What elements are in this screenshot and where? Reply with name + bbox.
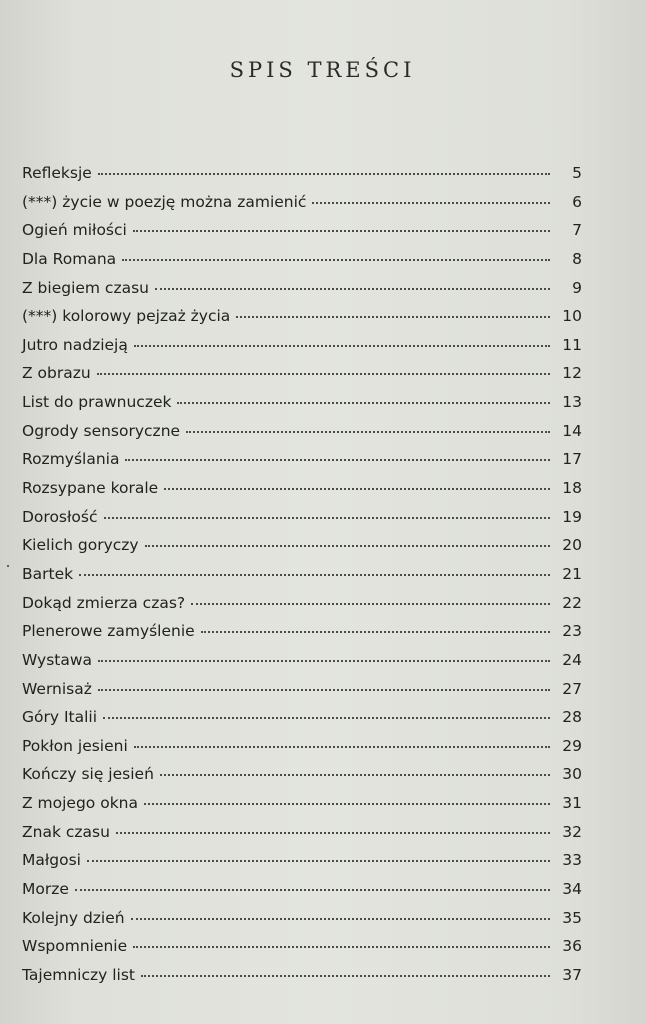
toc-entry-title: List do prawnuczek: [22, 393, 172, 412]
toc-entry-page-number: 19: [562, 507, 582, 526]
toc-entry-title: Ogień miłości: [22, 221, 127, 240]
toc-entry-title: Znak czasu: [22, 822, 110, 841]
toc-entry: [22, 422, 582, 451]
toc-entry: [22, 737, 582, 766]
toc-entry-page-number: 29: [562, 736, 582, 755]
toc-entry-page-number: 18: [562, 479, 582, 498]
toc-entry-page-number: 9: [572, 278, 582, 297]
toc-entry-title: Ogrody sensoryczne: [22, 421, 181, 440]
page-title: SPIS TREŚCI: [229, 58, 416, 82]
dot-leader: [79, 574, 550, 576]
toc-entry-title: (***) kolorowy pejzaż życia: [22, 307, 231, 326]
toc-entry: [22, 823, 582, 852]
toc-entry-page-number: 20: [562, 536, 582, 555]
toc-entry-title: Dorosłość: [22, 507, 98, 526]
dot-leader: [186, 431, 550, 433]
dot-leader: [125, 459, 550, 461]
toc-entry: [22, 536, 582, 565]
toc-entry-page-number: 32: [562, 822, 582, 841]
toc-entry-page-number: 23: [562, 622, 582, 641]
toc-entry-title: Z biegiem czasu: [22, 278, 149, 297]
toc-entry: [22, 594, 582, 623]
dot-leader: [131, 918, 550, 920]
dot-leader: [160, 774, 550, 776]
toc-entry: [22, 565, 582, 594]
dot-leader: [122, 259, 550, 261]
dot-leader: [191, 603, 550, 605]
toc-entry-title: Góry Italii: [22, 708, 98, 727]
dot-leader: [97, 373, 550, 375]
toc-entry-page-number: 37: [562, 965, 582, 984]
toc-entry-page-number: 11: [562, 335, 582, 354]
toc-entry: [22, 794, 582, 823]
toc-entry-page-number: 17: [562, 450, 582, 469]
toc-entry-page-number: 21: [562, 564, 582, 583]
toc-entry-title: Kolejny dzień: [22, 908, 125, 927]
paper-speck: [7, 565, 9, 567]
toc-entry: [22, 880, 582, 909]
toc-entry-page-number: 7: [572, 221, 582, 240]
dot-leader: [134, 746, 550, 748]
toc-entry: [22, 221, 582, 250]
toc-entry: [22, 622, 582, 651]
toc-entry-title: Bartek: [22, 564, 74, 583]
toc-entry-page-number: 8: [572, 249, 582, 268]
dot-leader: [201, 631, 550, 633]
toc-entry: [22, 364, 582, 393]
toc-entry-page-number: 27: [562, 679, 582, 698]
toc-entry: [22, 479, 582, 508]
toc-entry-page-number: 10: [562, 307, 582, 326]
toc-entry-title: Wspomnienie: [22, 937, 128, 956]
toc-entry: [22, 164, 582, 193]
toc-entry: [22, 508, 582, 537]
toc-entry: [22, 966, 582, 995]
dot-leader: [236, 316, 550, 318]
table-of-contents: [22, 164, 582, 995]
dot-leader: [141, 975, 550, 977]
toc-entry-title: Pokłon jesieni: [22, 736, 128, 755]
dot-leader: [75, 889, 550, 891]
toc-entry: [22, 279, 582, 308]
toc-entry-title: Jutro nadzieją: [22, 335, 128, 354]
dot-leader: [164, 488, 550, 490]
dot-leader: [312, 202, 550, 204]
toc-entry-page-number: 36: [562, 937, 582, 956]
toc-entry-title: Dla Romana: [22, 249, 117, 268]
dot-leader: [145, 545, 550, 547]
toc-entry-title: Kielich goryczy: [22, 536, 139, 555]
toc-entry-title: Dokąd zmierza czas?: [22, 593, 186, 612]
toc-entry-title: Z obrazu: [22, 364, 91, 383]
toc-entry-title: Plenerowe zamyślenie: [22, 622, 195, 641]
toc-entry: [22, 250, 582, 279]
toc-entry-page-number: 13: [562, 393, 582, 412]
toc-entry-page-number: 6: [572, 192, 582, 211]
dot-leader: [133, 230, 550, 232]
toc-entry: [22, 336, 582, 365]
toc-entry-page-number: 34: [562, 880, 582, 899]
toc-entry: [22, 193, 582, 222]
toc-entry-page-number: 33: [562, 851, 582, 870]
dot-leader: [155, 288, 550, 290]
toc-entry: [22, 765, 582, 794]
dot-leader: [134, 345, 550, 347]
dot-leader: [177, 402, 550, 404]
dot-leader: [133, 946, 550, 948]
toc-entry-title: Wernisaż: [22, 679, 92, 698]
dot-leader: [98, 660, 550, 662]
toc-entry-page-number: 12: [562, 364, 582, 383]
toc-entry-title: Rozsypane korale: [22, 479, 159, 498]
toc-entry-title: Wystawa: [22, 650, 93, 669]
toc-entry-page-number: 24: [562, 650, 582, 669]
toc-entry-title: Kończy się jesień: [22, 765, 154, 784]
toc-entry: [22, 393, 582, 422]
toc-entry-title: Małgosi: [22, 851, 81, 870]
dot-leader: [104, 517, 551, 519]
dot-leader: [144, 803, 550, 805]
toc-entry: [22, 909, 582, 938]
toc-entry-page-number: 35: [562, 908, 582, 927]
dot-leader: [98, 689, 550, 691]
toc-entry: [22, 937, 582, 966]
toc-entry-title: Rozmyślania: [22, 450, 120, 469]
dot-leader: [87, 860, 550, 862]
toc-entry-page-number: 31: [562, 794, 582, 813]
toc-entry-title: Refleksje: [22, 164, 92, 182]
toc-entry-page-number: 22: [562, 593, 582, 612]
dot-leader: [103, 717, 550, 719]
dot-leader: [98, 173, 550, 175]
dot-leader: [116, 832, 550, 834]
toc-entry: [22, 307, 582, 336]
toc-entry-title: Tajemniczy list: [22, 965, 135, 984]
toc-entry-page-number: 28: [562, 708, 582, 727]
toc-entry-page-number: 30: [562, 765, 582, 784]
toc-entry-title: (***) życie w poezję można zamienić: [22, 192, 307, 211]
toc-entry: [22, 851, 582, 880]
toc-entry-page-number: 5: [572, 164, 582, 182]
toc-entry: [22, 680, 582, 709]
toc-entry: [22, 708, 582, 737]
toc-entry-page-number: 14: [562, 421, 582, 440]
toc-entry-title: Z mojego okna: [22, 794, 139, 813]
toc-entry: [22, 651, 582, 680]
toc-entry: [22, 450, 582, 479]
toc-entry-title: Morze: [22, 880, 69, 899]
